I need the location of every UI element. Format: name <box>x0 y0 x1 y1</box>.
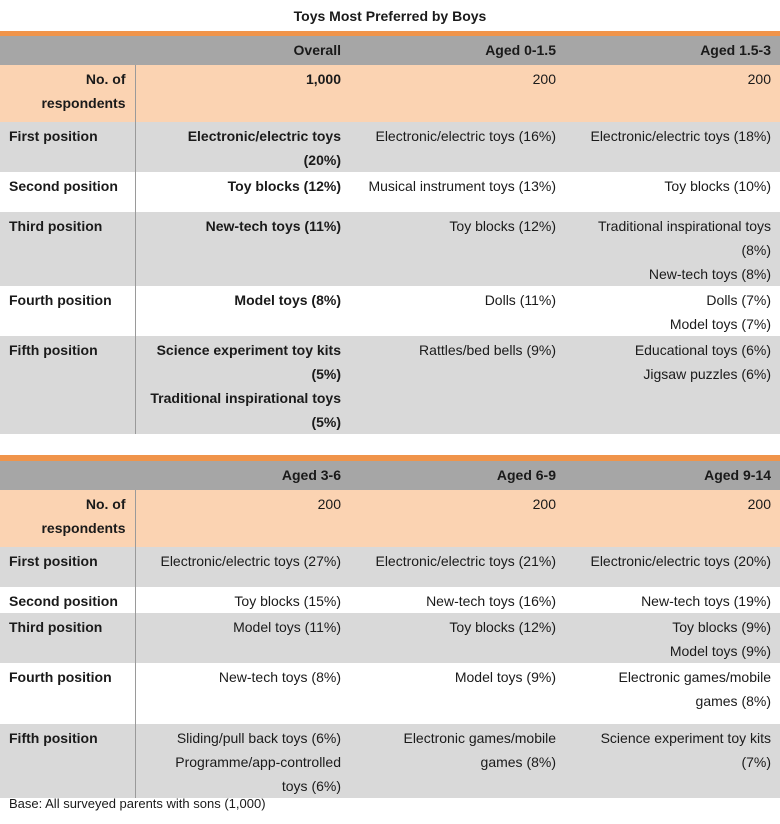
cell-line: Educational toys (6%) <box>634 342 771 358</box>
table-cell <box>350 172 565 212</box>
table-title: Toys Most Preferred by Boys <box>293 8 487 24</box>
cell-line: Electronic/electric toys (20%) <box>590 553 771 569</box>
table-cell <box>135 172 350 212</box>
row-label: Fourth position <box>0 663 135 724</box>
table-row <box>0 724 780 798</box>
row-label: Fourth position <box>0 286 135 336</box>
cell-line: Electronic/electric toys (21%) <box>375 553 556 569</box>
table-row <box>0 286 780 336</box>
table-cell <box>565 587 780 613</box>
table-cell <box>135 587 350 613</box>
table-cell <box>135 122 350 172</box>
table-cell <box>565 336 780 434</box>
table-cell <box>565 547 780 587</box>
table-cell <box>350 547 565 587</box>
column-header-row <box>0 36 780 65</box>
table-cell <box>565 286 780 336</box>
row-label: First position <box>0 122 135 172</box>
table-cell <box>350 286 565 336</box>
cell-line: Traditional inspirational toys <box>597 218 771 234</box>
column-header <box>0 461 135 490</box>
table-row <box>0 122 780 172</box>
cell-line: Model toys (8%) <box>234 292 341 308</box>
cell-line: Model toys (9%) <box>454 669 556 685</box>
table-cell <box>135 212 350 286</box>
cell-line: Jigsaw puzzles (6%) <box>643 366 771 382</box>
table-row <box>0 547 780 587</box>
cell-line: (20%) <box>303 152 341 168</box>
cell-line: Dolls (11%) <box>484 292 556 308</box>
respondents-value: 200 <box>350 490 565 547</box>
respondents-label <box>0 490 135 547</box>
table-cell <box>135 613 350 663</box>
table-cell <box>350 587 565 613</box>
cell-line: games (8%) <box>480 754 556 770</box>
table-cell <box>350 613 565 663</box>
row-label: Second position <box>0 172 135 212</box>
table-cell <box>350 122 565 172</box>
table-cell <box>135 663 350 724</box>
cell-line: Electronic/electric toys (18%) <box>590 128 771 144</box>
cell-line: Toy blocks (9%) <box>672 619 771 635</box>
cell-line: Programme/app-controlled <box>175 754 341 770</box>
cell-line: Model toys (7%) <box>669 316 771 332</box>
cell-line: Traditional inspirational toys <box>150 390 341 406</box>
table-cell <box>135 724 350 798</box>
respondents-value: 200 <box>350 65 565 122</box>
row-label: Fifth position <box>0 724 135 798</box>
cell-line: games (8%) <box>695 693 771 709</box>
cell-line: New-tech toys (8%) <box>648 266 771 282</box>
cell-line: Electronic/electric toys <box>187 128 341 144</box>
cell-line: New-tech toys (11%) <box>205 218 341 234</box>
respondents-row <box>0 65 780 122</box>
column-header: Aged 1.5-3 <box>565 36 780 65</box>
table-row <box>0 613 780 663</box>
column-header: Aged 3-6 <box>135 461 350 490</box>
column-header: Aged 0-1.5 <box>350 36 565 65</box>
cell-line: Model toys (11%) <box>233 619 341 635</box>
cell-line: Science experiment toy kits <box>156 342 341 358</box>
table-cell <box>565 212 780 286</box>
cell-line: Musical instrument toys (13%) <box>368 178 556 194</box>
table-cell <box>565 663 780 724</box>
cell-line: (8%) <box>741 242 771 258</box>
cell-line: New-tech toys (16%) <box>426 593 556 609</box>
cell-line: Dolls (7%) <box>706 292 771 308</box>
column-header-row <box>0 461 780 490</box>
respondents-row <box>0 490 780 547</box>
respondents-value: 200 <box>565 65 780 122</box>
cell-line: respondents <box>41 520 126 536</box>
respondents-value: 200 <box>565 490 780 547</box>
cell-line: New-tech toys (19%) <box>641 593 771 609</box>
cell-line: No. of <box>85 71 126 87</box>
cell-line: (5%) <box>311 366 341 382</box>
table-cell <box>135 286 350 336</box>
table-overall-younger <box>0 31 780 434</box>
row-label: Third position <box>0 212 135 286</box>
respondents-value: 200 <box>135 490 350 547</box>
cell-line: (5%) <box>311 414 341 430</box>
cell-line: Science experiment toy kits <box>600 730 771 746</box>
cell-line: Toy blocks (12%) <box>449 218 556 234</box>
cell-line: Sliding/pull back toys (6%) <box>176 730 341 746</box>
table-older <box>0 455 780 798</box>
cell-line: Toy blocks (10%) <box>664 178 771 194</box>
cell-line: Toy blocks (12%) <box>227 178 341 194</box>
table-cell <box>565 172 780 212</box>
respondents-value: 1,000 <box>135 65 350 122</box>
table-cell <box>350 724 565 798</box>
table-cell <box>350 212 565 286</box>
row-label: Second position <box>0 587 135 613</box>
table-cell <box>350 663 565 724</box>
base-note: Base: All surveyed parents with sons (1,000) <box>9 796 266 811</box>
table-row <box>0 212 780 286</box>
row-label: Fifth position <box>0 336 135 434</box>
row-label: First position <box>0 547 135 587</box>
cell-line: No. of <box>85 496 126 512</box>
cell-line: Model toys (9%) <box>669 643 771 659</box>
cell-line: (7%) <box>741 754 771 770</box>
cell-line: Electronic/electric toys (16%) <box>375 128 556 144</box>
table-cell <box>565 122 780 172</box>
cell-line: Toy blocks (12%) <box>449 619 556 635</box>
cell-line: Toy blocks (15%) <box>234 593 341 609</box>
cell-line: Rattles/bed bells (9%) <box>419 342 556 358</box>
table-cell <box>565 613 780 663</box>
cell-line: Electronic games/mobile <box>618 669 771 685</box>
cell-line: Electronic games/mobile <box>403 730 556 746</box>
row-label: Third position <box>0 613 135 663</box>
respondents-label <box>0 65 135 122</box>
table-cell <box>565 724 780 798</box>
column-header <box>0 36 135 65</box>
table-cell <box>135 336 350 434</box>
column-header: Aged 6-9 <box>350 461 565 490</box>
column-header: Overall <box>135 36 350 65</box>
table-cell <box>135 547 350 587</box>
table-row <box>0 336 780 434</box>
table-row <box>0 663 780 724</box>
cell-line: respondents <box>41 95 126 111</box>
column-header: Aged 9-14 <box>565 461 780 490</box>
table-row <box>0 587 780 613</box>
cell-line: Electronic/electric toys (27%) <box>160 553 341 569</box>
table-cell <box>350 336 565 434</box>
cell-line: toys (6%) <box>281 778 341 794</box>
cell-line: New-tech toys (8%) <box>218 669 341 685</box>
table-row <box>0 172 780 212</box>
